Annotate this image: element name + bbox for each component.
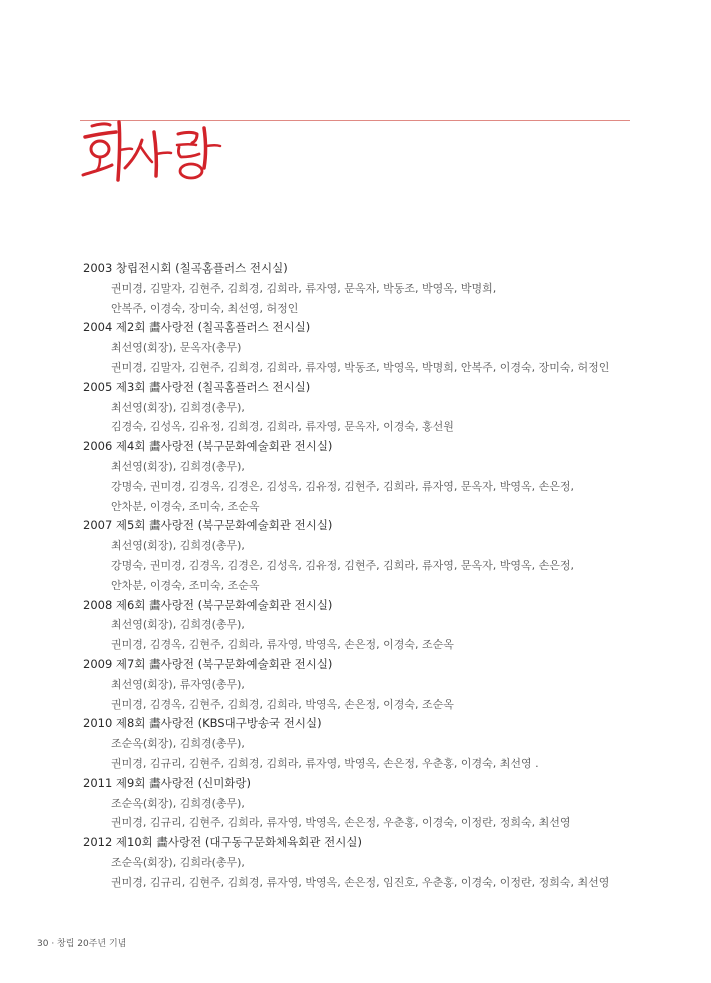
exhibition-entry-2006 (83, 437, 643, 516)
exhibition-entry-2010 (83, 714, 643, 773)
member-line: 권미경, 김규리, 김현주, 김희경, 김희라, 류자영, 박영옥, 손은정, 우춘홍, 이경숙, 최선영 . (111, 756, 539, 770)
entry-heading: 2010 제8회 畵사랑전 (KBS대구방송국 전시실) (83, 716, 322, 731)
member-line: 권미경, 김경옥, 김현주, 김희라, 류자영, 박영옥, 손은정, 이경숙, 조순옥 (111, 638, 454, 652)
exhibition-entry-2008 (83, 596, 643, 655)
member-line: 안차분, 이경숙, 조미숙, 조순옥 (111, 499, 260, 513)
exhibition-entry-2005 (83, 378, 643, 437)
member-line: 김경숙, 김성옥, 김유정, 김희경, 김희라, 류자영, 문옥자, 이경숙, 홍선원 (111, 420, 454, 434)
member-line: 강명숙, 권미경, 김경옥, 김경은, 김성옥, 김유정, 김현주, 김희라, 류자영, 문옥자, 박영옥, 손은정, (111, 479, 574, 493)
exhibition-entry-2012 (83, 833, 643, 892)
officers-line: 최선영(회장), 문옥자(총무) (111, 341, 242, 355)
member-line: 권미경, 김말자, 김현주, 김희경, 김희라, 류자영, 박동조, 박영옥, 박명희, 안복주, 이경숙, 장미숙, 허정인 (111, 360, 610, 374)
entry-heading: 2008 제6회 畵사랑전 (북구문화예술회관 전시실) (83, 597, 333, 612)
officers-line: 최선영(회장), 김희경(총무), (111, 539, 245, 553)
exhibition-history-list (83, 259, 643, 893)
member-line: 권미경, 김경옥, 김현주, 김희경, 김희라, 박영옥, 손은정, 이경숙, 조순옥 (111, 697, 454, 711)
entry-heading: 2006 제4회 畵사랑전 (북구문화예술회관 전시실) (83, 439, 333, 454)
calligraphy-logo (80, 120, 250, 190)
officers-line: 조순옥(회장), 김희경(총무), (111, 737, 245, 751)
officers-line: 조순옥(회장), 김희경(총무), (111, 796, 245, 810)
member-line: 강명숙, 권미경, 김경옥, 김경은, 김성옥, 김유정, 김현주, 김희라, 류자영, 문옥자, 박영옥, 손은정, (111, 558, 574, 572)
officers-line: 최선영(회장), 김희경(총무), (111, 459, 245, 473)
exhibition-entry-2004 (83, 318, 643, 377)
page-footer: 30 · 창립 20주년 기념 (37, 939, 127, 949)
exhibition-entry-2007 (83, 516, 643, 595)
officers-line: 최선영(회장), 김희경(총무), (111, 618, 245, 632)
member-line: 안복주, 이경숙, 장미숙, 최선영, 허정인 (111, 301, 299, 315)
entry-heading: 2012 제10회 畵사랑전 (대구동구문화체육회관 전시실) (83, 835, 362, 850)
exhibition-entry-2003 (83, 259, 643, 318)
exhibition-entry-2011 (83, 774, 643, 833)
officers-line: 최선영(회장), 류자영(총무), (111, 677, 245, 691)
member-line: 권미경, 김규리, 김현주, 김희경, 류자영, 박영옥, 손은정, 임진호, 우춘홍, 이경숙, 이정란, 정희숙, 최선영 (111, 875, 610, 889)
member-line: 안차분, 이경숙, 조미숙, 조순옥 (111, 578, 260, 592)
member-line: 권미경, 김규리, 김현주, 김희라, 류자영, 박영옥, 손은정, 우춘홍, 이경숙, 이정란, 정희숙, 최선영 (111, 816, 571, 830)
officers-line: 조순옥(회장), 김희라(총무), (111, 855, 245, 869)
member-line: 권미경, 김말자, 김현주, 김희경, 김희라, 류자영, 문옥자, 박동조, 박영옥, 박명희, (111, 281, 497, 295)
entry-heading: 2007 제5회 畵사랑전 (북구문화예술회관 전시실) (83, 518, 333, 533)
entry-heading: 2011 제9회 畵사랑전 (신미화랑) (83, 775, 252, 790)
entry-heading: 2009 제7회 畵사랑전 (북구문화예술회관 전시실) (83, 656, 333, 671)
officers-line: 최선영(회장), 김희경(총무), (111, 400, 245, 414)
entry-heading: 2005 제3회 畵사랑전 (칠곡홈플러스 전시실) (83, 379, 311, 394)
entry-heading: 2003 창립전시회 (칠곡홈플러스 전시실) (83, 261, 288, 275)
exhibition-entry-2009 (83, 655, 643, 714)
entry-heading: 2004 제2회 畵사랑전 (칠곡홈플러스 전시실) (83, 320, 311, 335)
